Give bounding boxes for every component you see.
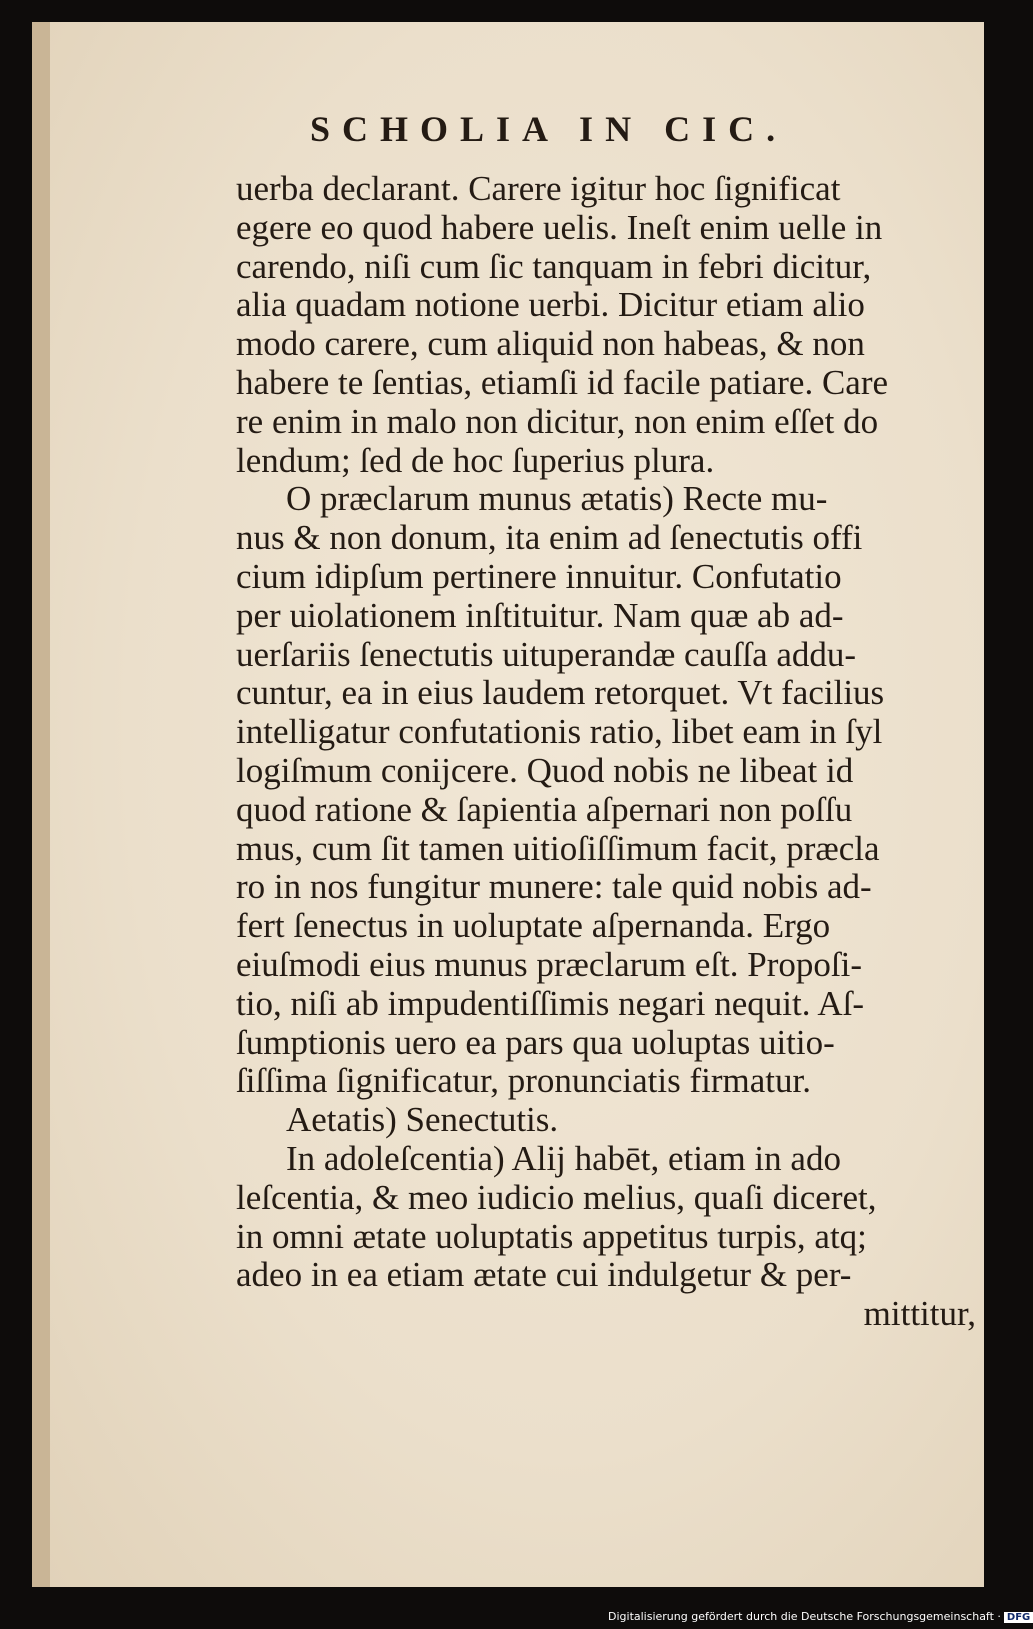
text-line: leſcentia, & meo iudicio melius, quaſi diceret,: [236, 1177, 877, 1217]
running-header: SCHOLIA IN CIC.: [310, 109, 788, 149]
text-line: uerba declarant. Carere igitur hoc ſignificat: [236, 169, 841, 208]
text-line: fert ſenectus in uoluptate aſpernanda. Ergo: [236, 906, 831, 946]
text-line: logiſmum conijcere. Quod nobis ne libeat id: [236, 750, 854, 790]
text-line: ro in nos fungitur munere: tale quid nobis ad-: [236, 867, 872, 907]
lemma-line: Aetatis) Senectutis.: [286, 1100, 559, 1140]
text-line: uerſariis ſenectutis uituperandæ cauſſa addu-: [236, 634, 857, 674]
lemma-line: O præclarum munus ætatis) Recte mu-: [286, 479, 828, 519]
text-line: quod ratione & ſapientia aſpernari non poſſu: [236, 789, 853, 829]
text-line: alia quadam notione uerbi. Dicitur etiam alio: [236, 285, 865, 325]
text-line: lendum; ſed de hoc ſuperius plura.: [236, 440, 715, 480]
text-line: eiuſmodi eius munus præclarum eſt. Propoſi-: [236, 944, 863, 984]
dfg-logo: DFG: [1004, 1612, 1033, 1623]
text-line: cuntur, ea in eius laudem retorquet. Vt facilius: [236, 673, 885, 713]
body-text: [236, 170, 976, 1334]
text-line: nus & non donum, ita enim ad ſenectutis offi: [236, 518, 863, 558]
text-line: in omni ætate uoluptatis appetitus turpis, atq;: [236, 1216, 867, 1256]
text-line: carendo, niſi cum ſic tanquam in febri dicitur,: [236, 246, 872, 286]
text-line: intelligatur confutationis ratio, libet eam in ſyl: [236, 712, 883, 752]
text-line: ſiſſima ſignificatur, pronunciatis firmatur.: [236, 1061, 811, 1101]
lemma-line: In adoleſcentia) Alij habēt, etiam in ado: [286, 1138, 841, 1178]
text-line: habere te ſentias, etiamſi id facile patiare. Care: [236, 362, 889, 402]
digitization-credit: [608, 1610, 1033, 1623]
text-line: tio, niſi ab impudentiſſimis negari nequit. Aſ-: [236, 983, 864, 1023]
text-line: mus, cum ſit tamen uitioſiſſimum facit, præcla: [236, 828, 880, 868]
credit-text: Digitalisierung gefördert durch die Deutsche Forschungsgemeinschaft ·: [608, 1610, 1001, 1623]
text-line: modo carere, cum aliquid non habeas, & non: [236, 324, 865, 364]
text-line: per uiolationem inſtituitur. Nam quæ ab ad-: [236, 595, 844, 635]
text-line: ſumptionis uero ea pars qua uoluptas uitio-: [236, 1022, 835, 1062]
text-line: adeo in ea etiam ætate cui indulgetur & per-: [236, 1255, 852, 1295]
catchword-line: mittitur,: [863, 1294, 976, 1334]
text-line: cium idipſum pertinere innuitur. Confutatio: [236, 556, 842, 596]
text-line: egere eo quod habere uelis. Ineſt enim uelle in: [236, 207, 883, 247]
text-line: re enim in malo non dicitur, non enim eſſet do: [236, 401, 879, 441]
